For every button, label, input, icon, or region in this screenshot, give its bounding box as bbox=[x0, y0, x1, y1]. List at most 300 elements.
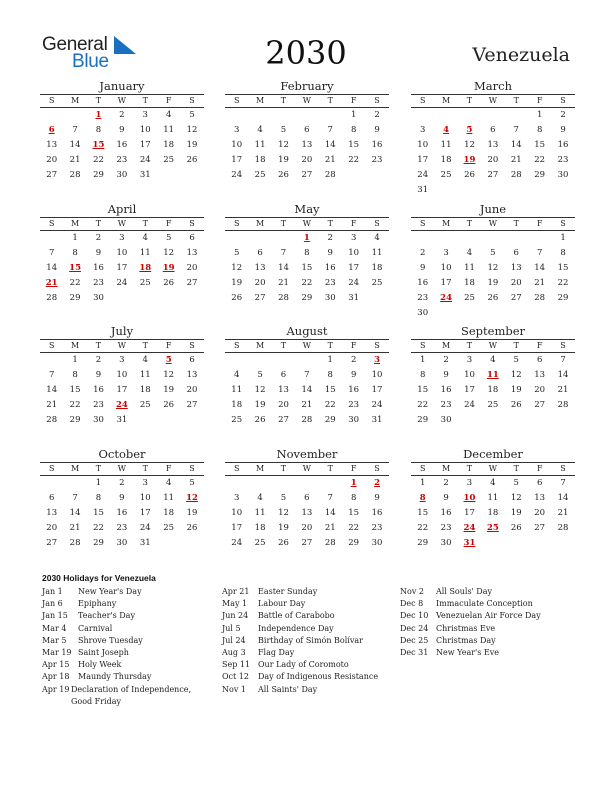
empty-day-cell bbox=[225, 353, 248, 368]
month-title: November bbox=[276, 447, 338, 461]
week-row bbox=[411, 383, 575, 398]
weekday-label: F bbox=[165, 464, 172, 473]
day-cell: 8 bbox=[72, 248, 78, 258]
day-cell: 19 bbox=[254, 400, 266, 410]
holiday-date: Aug 3 bbox=[222, 647, 246, 657]
weekday-label: M bbox=[70, 341, 80, 350]
week-row bbox=[225, 138, 389, 153]
holiday-row bbox=[400, 623, 570, 635]
day-cell: 7 bbox=[560, 478, 566, 488]
day-cell: 26 bbox=[510, 523, 522, 533]
holiday-name: Independence Day bbox=[258, 623, 334, 633]
day-cell: 22 bbox=[348, 523, 360, 533]
holiday-date: Jan 15 bbox=[42, 611, 68, 621]
day-cell: 20 bbox=[186, 385, 198, 395]
day-cell: 20 bbox=[510, 278, 522, 288]
day-cell: 12 bbox=[510, 493, 522, 503]
day-cell: 25 bbox=[139, 278, 151, 288]
day-cell: 17 bbox=[231, 155, 243, 165]
day-cell: 18 bbox=[163, 140, 175, 150]
day-cell: 1 bbox=[419, 355, 426, 365]
empty-day-cell bbox=[248, 353, 271, 368]
holiday-name: Immaculate Conception bbox=[436, 599, 533, 609]
day-cell: 3 bbox=[443, 248, 449, 258]
day-cell: 4 bbox=[490, 355, 496, 365]
holiday-date: Mar 5 bbox=[42, 635, 67, 645]
weekday-label: T bbox=[142, 219, 148, 228]
empty-day-cell bbox=[225, 231, 248, 246]
weekday-label: S bbox=[419, 341, 426, 350]
holiday-date: Oct 12 bbox=[222, 672, 249, 682]
day-cell: 14 bbox=[46, 385, 58, 395]
week-row bbox=[225, 353, 389, 368]
week-row bbox=[225, 413, 389, 428]
day-cell: 31 bbox=[116, 415, 128, 425]
weekday-label: T bbox=[466, 219, 473, 228]
day-cell: 16 bbox=[93, 385, 104, 395]
week-row bbox=[40, 168, 204, 183]
day-cell: 19 bbox=[278, 523, 289, 533]
day-cell: 29 bbox=[534, 170, 546, 180]
day-cell: 30 bbox=[324, 293, 336, 303]
week-row bbox=[411, 291, 575, 306]
day-cell: 25 bbox=[440, 170, 452, 180]
weekday-label: F bbox=[536, 96, 543, 105]
week-row bbox=[40, 123, 204, 138]
holiday-day-cell: 18 bbox=[139, 263, 152, 273]
week-row bbox=[40, 246, 204, 261]
empty-day-cell bbox=[40, 476, 63, 491]
day-cell: 14 bbox=[278, 263, 289, 273]
day-cell: 17 bbox=[464, 508, 475, 518]
holiday-row bbox=[222, 671, 390, 683]
day-cell: 21 bbox=[278, 278, 289, 288]
day-cell: 21 bbox=[301, 400, 313, 410]
weekday-label: M bbox=[441, 219, 451, 228]
week-row bbox=[225, 536, 389, 551]
holiday-day-cell: 1 bbox=[350, 478, 357, 488]
holidays-title: 2030 Holidays for Venezuela bbox=[42, 573, 156, 583]
holiday-name: Easter Sunday bbox=[258, 587, 318, 596]
day-cell: 10 bbox=[440, 263, 452, 273]
day-cell: 23 bbox=[417, 293, 429, 303]
day-cell: 21 bbox=[324, 523, 336, 533]
month-december bbox=[411, 447, 575, 551]
holiday-name: Day of Indigenous Resistance bbox=[258, 672, 379, 682]
day-cell: 26 bbox=[487, 293, 499, 303]
weekday-label: T bbox=[513, 219, 519, 228]
holiday-date: Jul 24 bbox=[222, 635, 246, 645]
day-cell: 29 bbox=[93, 538, 104, 548]
day-cell: 7 bbox=[48, 370, 55, 380]
holiday-row bbox=[42, 623, 210, 635]
day-cell: 24 bbox=[231, 538, 243, 548]
day-cell: 2 bbox=[560, 110, 566, 120]
empty-day-cell bbox=[458, 108, 481, 123]
day-cell: 11 bbox=[440, 140, 452, 150]
day-cell: 3 bbox=[119, 355, 125, 365]
day-cell: 24 bbox=[371, 400, 383, 410]
empty-day-cell bbox=[481, 231, 504, 246]
day-cell: 2 bbox=[119, 110, 125, 120]
day-cell: 3 bbox=[233, 493, 240, 503]
holiday-date: Jan 1 bbox=[42, 587, 63, 596]
holiday-date: Dec 24 bbox=[400, 623, 429, 633]
day-cell: 16 bbox=[440, 385, 452, 395]
weekday-label: F bbox=[350, 96, 357, 105]
day-cell: 23 bbox=[324, 278, 336, 288]
weekday-label: S bbox=[233, 464, 240, 473]
day-cell: 11 bbox=[464, 263, 475, 273]
weekday-label: S bbox=[374, 219, 380, 228]
month-title: April bbox=[107, 202, 137, 216]
holiday-day-cell: 6 bbox=[48, 125, 55, 135]
week-row bbox=[40, 506, 204, 521]
month-january bbox=[40, 79, 204, 183]
day-cell: 30 bbox=[93, 293, 104, 303]
empty-day-cell bbox=[272, 353, 295, 368]
empty-day-cell bbox=[411, 231, 434, 246]
day-cell: 6 bbox=[513, 248, 519, 258]
week-row bbox=[40, 276, 204, 291]
day-cell: 7 bbox=[280, 248, 287, 258]
week-row bbox=[40, 291, 204, 306]
day-cell: 8 bbox=[327, 370, 333, 380]
holiday-date: Jul 5 bbox=[222, 623, 241, 633]
weekday-label: T bbox=[280, 219, 287, 228]
weekday-label: F bbox=[165, 219, 172, 228]
day-cell: 8 bbox=[536, 125, 543, 135]
day-cell: 15 bbox=[324, 385, 336, 395]
holiday-date: Jun 24 bbox=[222, 611, 249, 621]
week-row bbox=[40, 353, 204, 368]
weekday-label: F bbox=[165, 341, 172, 350]
weekday-label: T bbox=[327, 341, 333, 350]
holiday-day-cell: 24 bbox=[463, 523, 476, 533]
day-cell: 18 bbox=[254, 155, 266, 165]
day-cell: 22 bbox=[417, 523, 429, 533]
day-cell: 28 bbox=[510, 170, 522, 180]
day-cell: 12 bbox=[510, 370, 522, 380]
day-cell: 19 bbox=[510, 385, 522, 395]
day-cell: 21 bbox=[557, 385, 569, 395]
day-cell: 22 bbox=[534, 155, 546, 165]
day-cell: 5 bbox=[490, 248, 496, 258]
week-row bbox=[411, 413, 575, 428]
day-cell: 5 bbox=[513, 478, 519, 488]
logo-blue-text: Blue bbox=[72, 51, 109, 72]
weekday-label: T bbox=[327, 96, 333, 105]
day-cell: 17 bbox=[231, 523, 243, 533]
day-cell: 15 bbox=[348, 508, 360, 518]
day-cell: 12 bbox=[186, 125, 198, 135]
day-cell: 16 bbox=[417, 278, 429, 288]
day-cell: 10 bbox=[139, 125, 151, 135]
day-cell: 13 bbox=[278, 385, 289, 395]
day-cell: 22 bbox=[557, 278, 569, 288]
day-cell: 22 bbox=[301, 278, 313, 288]
day-cell: 13 bbox=[534, 493, 546, 503]
weekday-label: T bbox=[513, 464, 519, 473]
holiday-day-cell: 11 bbox=[486, 370, 499, 380]
day-cell: 20 bbox=[46, 523, 58, 533]
week-row bbox=[225, 368, 389, 383]
day-cell: 28 bbox=[534, 293, 546, 303]
day-cell: 3 bbox=[419, 125, 426, 135]
day-cell: 13 bbox=[301, 140, 313, 150]
day-cell: 18 bbox=[464, 278, 475, 288]
weekday-label: M bbox=[441, 341, 451, 350]
holiday-day-cell: 19 bbox=[463, 155, 476, 165]
holiday-name: All Saints' Day bbox=[258, 684, 318, 694]
weekday-label: T bbox=[327, 219, 333, 228]
day-cell: 31 bbox=[417, 185, 429, 195]
holiday-day-cell: 31 bbox=[463, 538, 476, 548]
day-cell: 3 bbox=[466, 478, 473, 488]
weekday-header bbox=[411, 462, 575, 476]
day-cell: 28 bbox=[278, 293, 289, 303]
week-row bbox=[225, 506, 389, 521]
day-cell: 14 bbox=[557, 493, 569, 503]
day-cell: 18 bbox=[371, 263, 383, 273]
week-row bbox=[411, 168, 575, 183]
holiday-row bbox=[42, 610, 210, 622]
day-cell: 4 bbox=[142, 233, 148, 243]
weekday-header bbox=[40, 94, 204, 108]
holiday-day-cell: 19 bbox=[162, 263, 175, 273]
weekday-label: M bbox=[255, 96, 265, 105]
day-cell: 2 bbox=[374, 110, 380, 120]
day-cell: 4 bbox=[142, 355, 148, 365]
day-cell: 17 bbox=[139, 140, 151, 150]
holiday-row bbox=[222, 586, 390, 598]
day-cell: 28 bbox=[324, 538, 336, 548]
day-cell: 20 bbox=[254, 278, 266, 288]
day-cell: 10 bbox=[139, 493, 151, 503]
month-title: March bbox=[474, 79, 512, 93]
day-cell: 25 bbox=[231, 415, 243, 425]
weekday-label: S bbox=[48, 464, 55, 473]
day-cell: 20 bbox=[301, 523, 313, 533]
weekday-label: M bbox=[70, 96, 80, 105]
holiday-date: Nov 2 bbox=[400, 587, 424, 596]
holiday-name: Saint Joseph bbox=[78, 647, 129, 657]
holiday-row bbox=[222, 684, 390, 696]
day-cell: 25 bbox=[464, 293, 475, 303]
day-cell: 10 bbox=[231, 508, 243, 518]
day-cell: 12 bbox=[163, 248, 175, 258]
day-cell: 26 bbox=[254, 415, 266, 425]
day-cell: 21 bbox=[324, 155, 336, 165]
day-cell: 27 bbox=[487, 170, 499, 180]
day-cell: 30 bbox=[440, 538, 452, 548]
empty-day-cell bbox=[225, 476, 248, 491]
day-cell: 30 bbox=[557, 170, 569, 180]
day-cell: 30 bbox=[348, 415, 360, 425]
month-september bbox=[411, 324, 575, 428]
weekday-label: S bbox=[189, 464, 195, 473]
logo-general-text: General bbox=[42, 34, 108, 55]
weekday-label: S bbox=[189, 219, 195, 228]
day-cell: 24 bbox=[139, 155, 151, 165]
empty-day-cell bbox=[434, 231, 457, 246]
day-cell: 5 bbox=[165, 233, 172, 243]
day-cell: 21 bbox=[46, 400, 58, 410]
weekday-label: S bbox=[48, 341, 55, 350]
holiday-day-cell: 5 bbox=[165, 355, 172, 365]
holiday-row bbox=[42, 684, 210, 708]
holiday-name: New Year's Eve bbox=[436, 647, 499, 657]
day-cell: 28 bbox=[46, 293, 58, 303]
week-row bbox=[225, 291, 389, 306]
day-cell: 25 bbox=[487, 400, 499, 410]
holiday-day-cell: 4 bbox=[443, 125, 450, 135]
weekday-label: W bbox=[302, 464, 311, 473]
week-row bbox=[225, 168, 389, 183]
day-cell: 8 bbox=[72, 370, 78, 380]
weekday-label: M bbox=[441, 96, 451, 105]
day-cell: 28 bbox=[46, 415, 58, 425]
month-may bbox=[225, 202, 389, 306]
week-row bbox=[225, 398, 389, 413]
day-cell: 14 bbox=[534, 263, 546, 273]
weekday-header bbox=[225, 462, 389, 476]
day-cell: 3 bbox=[466, 355, 473, 365]
weekday-label: T bbox=[280, 96, 287, 105]
weekday-label: S bbox=[48, 219, 55, 228]
day-cell: 30 bbox=[93, 415, 104, 425]
week-row bbox=[225, 261, 389, 276]
day-cell: 13 bbox=[254, 263, 266, 273]
weekday-label: W bbox=[117, 96, 126, 105]
holiday-row bbox=[222, 659, 390, 671]
weekday-label: F bbox=[536, 464, 543, 473]
day-cell: 3 bbox=[350, 233, 357, 243]
holiday-column bbox=[42, 586, 210, 708]
day-cell: 27 bbox=[534, 400, 546, 410]
week-row bbox=[225, 491, 389, 506]
week-row bbox=[225, 521, 389, 536]
day-cell: 21 bbox=[69, 155, 81, 165]
weekday-label: W bbox=[488, 219, 497, 228]
holiday-day-cell: 24 bbox=[115, 400, 128, 410]
day-cell: 6 bbox=[490, 125, 496, 135]
weekday-header bbox=[225, 339, 389, 353]
day-cell: 26 bbox=[163, 400, 175, 410]
holiday-date: Apr 15 bbox=[42, 660, 70, 670]
weekday-label: S bbox=[419, 464, 426, 473]
weekday-label: S bbox=[560, 464, 566, 473]
holiday-row bbox=[222, 647, 390, 659]
day-cell: 28 bbox=[301, 415, 313, 425]
week-row bbox=[225, 231, 389, 246]
holiday-day-cell: 15 bbox=[92, 140, 105, 150]
day-cell: 14 bbox=[69, 140, 81, 150]
month-february bbox=[225, 79, 389, 183]
holiday-name: Birthday of Simón Bolívar bbox=[258, 635, 363, 645]
day-cell: 27 bbox=[301, 170, 313, 180]
day-cell: 26 bbox=[510, 400, 522, 410]
month-april bbox=[40, 202, 204, 306]
holiday-row bbox=[42, 598, 210, 610]
day-cell: 16 bbox=[440, 508, 452, 518]
weekday-label: F bbox=[350, 341, 357, 350]
week-row bbox=[411, 476, 575, 491]
weekday-label: W bbox=[302, 341, 311, 350]
day-cell: 10 bbox=[464, 370, 475, 380]
page-title: 2030 bbox=[265, 34, 347, 72]
month-july bbox=[40, 324, 204, 428]
day-cell: 6 bbox=[48, 493, 55, 503]
holiday-name: Our Lady of Coromoto bbox=[258, 660, 349, 670]
day-cell: 4 bbox=[257, 493, 263, 503]
holiday-row bbox=[42, 659, 210, 671]
holiday-name: Holy Week bbox=[78, 660, 122, 670]
day-cell: 9 bbox=[374, 493, 380, 503]
day-cell: 9 bbox=[327, 248, 333, 258]
holiday-name: Battle of Carabobo bbox=[258, 611, 335, 621]
day-cell: 27 bbox=[254, 293, 266, 303]
weekday-label: F bbox=[536, 219, 543, 228]
day-cell: 19 bbox=[487, 278, 499, 288]
day-cell: 17 bbox=[139, 508, 151, 518]
holiday-date: Dec 8 bbox=[400, 599, 424, 609]
weekday-header bbox=[40, 217, 204, 231]
day-cell: 9 bbox=[95, 248, 102, 258]
day-cell: 23 bbox=[371, 155, 383, 165]
day-cell: 12 bbox=[278, 508, 289, 518]
day-cell: 27 bbox=[278, 415, 289, 425]
day-cell: 26 bbox=[163, 278, 175, 288]
weekday-label: M bbox=[70, 464, 80, 473]
day-cell: 23 bbox=[348, 400, 360, 410]
holiday-date: May 1 bbox=[222, 599, 248, 609]
day-cell: 5 bbox=[280, 493, 287, 503]
week-row bbox=[411, 521, 575, 536]
day-cell: 14 bbox=[46, 263, 58, 273]
day-cell: 10 bbox=[116, 370, 128, 380]
day-cell: 16 bbox=[324, 263, 336, 273]
week-row bbox=[40, 491, 204, 506]
month-title: January bbox=[99, 79, 145, 93]
weekday-label: M bbox=[70, 219, 80, 228]
week-row bbox=[225, 246, 389, 261]
day-cell: 20 bbox=[534, 385, 546, 395]
weekday-label: S bbox=[560, 219, 566, 228]
day-cell: 11 bbox=[163, 493, 175, 503]
day-cell: 23 bbox=[93, 400, 104, 410]
day-cell: 25 bbox=[371, 278, 383, 288]
weekday-label: T bbox=[466, 464, 473, 473]
day-cell: 6 bbox=[189, 355, 195, 365]
month-title: October bbox=[98, 447, 146, 461]
empty-day-cell bbox=[272, 108, 295, 123]
week-row bbox=[411, 183, 575, 198]
weekday-header bbox=[225, 94, 389, 108]
holiday-name: New Year's Day bbox=[78, 587, 142, 596]
weekday-label: F bbox=[165, 96, 172, 105]
day-cell: 11 bbox=[371, 248, 383, 258]
day-cell: 22 bbox=[93, 155, 104, 165]
day-cell: 7 bbox=[513, 125, 519, 135]
month-june bbox=[411, 202, 575, 321]
empty-day-cell bbox=[411, 108, 434, 123]
week-row bbox=[411, 368, 575, 383]
day-cell: 13 bbox=[186, 248, 198, 258]
holiday-date: Apr 18 bbox=[42, 672, 70, 682]
day-cell: 9 bbox=[443, 493, 449, 503]
day-cell: 17 bbox=[464, 385, 475, 395]
